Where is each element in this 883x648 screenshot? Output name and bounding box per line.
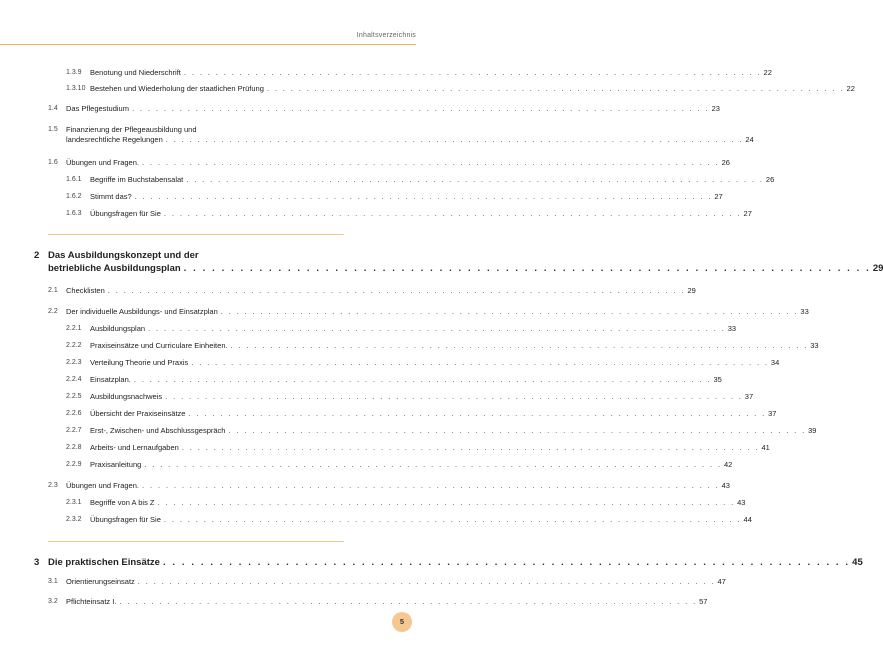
toc-entry-page: 27 xyxy=(743,209,752,218)
toc-entry-page: 43 xyxy=(737,498,746,507)
toc-entry-number: 3.2 xyxy=(48,598,58,605)
toc-entry-number: 1.3.9 xyxy=(66,69,82,76)
leader-dots: . . . . . . . . . . . . . . . . . . . . . . . . . . . . . . . . . . . . . . . . . . . . . . . . . . . . . . . . . . . . . . . . . . . . . . . . . xyxy=(157,498,736,507)
toc-entry-page: 37 xyxy=(744,392,754,401)
toc-entry-number: 1.6 xyxy=(48,159,58,166)
leader-dots: . . . . . . . . . . . . . . . . . . . . . . . . . . . . . . . . . . . . . . . . . . . . . . . . . . . . . . . . . . . . . . . . . . . . . . . . . xyxy=(163,209,742,218)
leader-dots: . . . . . . . . . . . . . . . . . . . . . . . . . . . . . . . . . . . . . . . . . . . . . . . . . . . . . . . . . . . . . . . . . . . . . . . . . xyxy=(188,409,767,418)
toc-entry-page: 26 xyxy=(721,158,730,167)
toc-chapter[interactable] xyxy=(34,249,883,275)
leader-dots: . . . . . . . . . . . . . . . . . . . . . . . . . . . . . . . . . . . . . . . . . . . . . . . . . . . . . . . . . . . . . . . . . . . . . . . . . xyxy=(162,557,851,568)
toc-entry-number: 2.2.5 xyxy=(66,393,82,400)
leader-dots: . . . . . . . . . . . . . . . . . . . . . . . . . . . . . . . . . . . . . . . . . . . . . . . . . . . . . . . . . . . . . . . . . . . . . . . . . xyxy=(181,443,760,452)
toc-entry-title: Bestehen und Wiederholung der staatlichen Prüfung xyxy=(90,84,264,93)
toc-entry-page: 23 xyxy=(711,104,720,113)
toc-entry-number: 2.2.1 xyxy=(66,325,82,332)
toc-entry-number: 2.3 xyxy=(48,482,58,489)
toc-entry-title: Orientierungseinsatz xyxy=(66,577,135,586)
toc-entry-number: 2.1 xyxy=(48,287,58,294)
chapter-number: 2 xyxy=(34,250,40,261)
chapter-page: 29 xyxy=(872,263,883,274)
toc-entry-number: 1.6.2 xyxy=(66,193,82,200)
leader-dots: . . . . . . . . . . . . . . . . . . . . . . . . . . . . . . . . . . . . . . . . . . . . . . . . . . . . . . . . . . . . . . . . . . . . . . . . . xyxy=(191,358,769,367)
toc-entry-number: 1.6.1 xyxy=(66,176,82,183)
toc-entry-title: Erst-, Zwischen- und Abschlussgespräch xyxy=(90,426,226,435)
leader-dots: . . . . . . . . . . . . . . . . . . . . . . . . . . . . . . . . . . . . . . . . . . . . . . . . . . . . . . . . . . . . . . . . . . . . . . . . . xyxy=(183,263,871,274)
toc-entry-title: Übungen und Fragen. xyxy=(66,158,139,167)
toc-entry-title: Ausbildungsnachweis xyxy=(90,392,163,401)
toc-entry-number: 2.2.9 xyxy=(66,461,82,468)
toc-entry-title-cont: landesrechtliche Regelungen xyxy=(66,135,163,144)
leader-dots: . . . . . . . . . . . . . . . . . . . . . . . . . . . . . . . . . . . . . . . . . . . . . . . . . . . . . . . . . . . . . . . . . . . . . . . . . xyxy=(228,426,807,435)
leader-dots: . . . . . . . . . . . . . . . . . . . . . . . . . . . . . . . . . . . . . . . . . . . . . . . . . . . . . . . . . . . . . . . . . . . . . . . . . xyxy=(183,68,762,77)
leader-dots: . . . . . . . . . . . . . . . . . . . . . . . . . . . . . . . . . . . . . . . . . . . . . . . . . . . . . . . . . . . . . . . . . . . . . . . . . xyxy=(163,515,742,524)
toc-entry-page: 39 xyxy=(808,426,817,435)
toc-entry-number: 2.3.2 xyxy=(66,516,82,523)
toc-entry-title: Übungsfragen für Sie xyxy=(90,515,161,524)
leader-dots: . . . . . . . . . . . . . . . . . . . . . . . . . . . . . . . . . . . . . . . . . . . . . . . . . . . . . . . . . . . . . . . . . . . . . . . . . xyxy=(141,481,720,490)
toc-entry-title: Praxisanleitung xyxy=(90,460,142,469)
toc-entry-page: 43 xyxy=(721,481,730,490)
toc-entry-title: Begriffe von A bis Z xyxy=(90,498,155,507)
toc-entry-title: Übungsfragen für Sie xyxy=(90,209,161,218)
leader-dots: . . . . . . . . . . . . . . . . . . . . . . . . . . . . . . . . . . . . . . . . . . . . . . . . . . . . . . . . . . . . . . . . . . . . . . . . . xyxy=(133,375,712,384)
chapter-separator xyxy=(48,234,344,235)
leader-dots: . . . . . . . . . . . . . . . . . . . . . . . . . . . . . . . . . . . . . . . . . . . . . . . . . . . . . . . . . . . . . . . . . . . . . . . . . xyxy=(165,392,743,401)
toc-entry-page: 33 xyxy=(800,307,809,316)
toc-entry-title: Übersicht der Praxiseinsätze xyxy=(90,409,186,418)
toc-entry-title: Arbeits- und Lernaufgaben xyxy=(90,443,179,452)
toc-entry-title: Einsatzplan. xyxy=(90,375,131,384)
toc-entry-number: 3.1 xyxy=(48,578,58,585)
toc-entry-title: Der individuelle Ausbildungs- und Einsatzplan xyxy=(66,307,218,316)
page-number-badge: 5 xyxy=(392,612,412,632)
chapter-title: Die praktischen Einsätze xyxy=(48,557,160,568)
toc-entry-title: Verteilung Theorie und Praxis xyxy=(90,358,189,367)
leader-dots: . . . . . . . . . . . . . . . . . . . . . . . . . . . . . . . . . . . . . . . . . . . . . . . . . . . . . . . . . . . . . . . . . . . . . . . . . xyxy=(131,104,710,113)
toc-entry-page: 42 xyxy=(723,460,733,469)
toc-entry-page: 33 xyxy=(810,341,819,350)
toc-entry-number: 2.2.7 xyxy=(66,427,82,434)
leader-dots: . . . . . . . . . . . . . . . . . . . . . . . . . . . . . . . . . . . . . . . . . . . . . . . . . . . . . . . . . . . . . . . . . . . . . . . . . xyxy=(148,324,726,333)
leader-dots: . . . . . . . . . . . . . . . . . . . . . . . . . . . . . . . . . . . . . . . . . . . . . . . . . . . . . . . . . . . . . . . . . . . . . . . . . xyxy=(107,286,686,295)
toc-entry-title: Begriffe im Buchstabensalat xyxy=(90,175,184,184)
leader-dots: . . . . . . . . . . . . . . . . . . . . . . . . . . . . . . . . . . . . . . . . . . . . . . . . . . . . . . . . . . . . . . . . . . . . . . . . . xyxy=(119,597,698,606)
leader-dots: . . . . . . . . . . . . . . . . . . . . . . . . . . . . . . . . . . . . . . . . . . . . . . . . . . . . . . . . . . . . . . . . . . . . . . . . . xyxy=(230,341,809,350)
toc-entry-title: Das Pflegestudium xyxy=(66,104,129,113)
toc-entry-page: 37 xyxy=(768,409,777,418)
toc-entry-page: 26 xyxy=(765,175,775,184)
leader-dots: . . . . . . . . . . . . . . . . . . . . . . . . . . . . . . . . . . . . . . . . . . . . . . . . . . . . . . . . . . . . . . . . . . . . . . . . . xyxy=(186,175,764,184)
leader-dots: . . . . . . . . . . . . . . . . . . . . . . . . . . . . . . . . . . . . . . . . . . . . . . . . . . . . . . . . . . . . . . . . . . . . . . . . . xyxy=(220,307,799,316)
leader-dots: . . . . . . . . . . . . . . . . . . . . . . . . . . . . . . . . . . . . . . . . . . . . . . . . . . . . . . . . . . . . . . . . . . . . . . . . . xyxy=(266,84,845,93)
toc-entry-number: 1.6.3 xyxy=(66,210,82,217)
toc-entry-title: Checklisten xyxy=(66,286,105,295)
chapter-number: 3 xyxy=(34,557,40,568)
toc-entry-page: 29 xyxy=(687,286,696,295)
toc-entry-page: 24 xyxy=(745,135,754,144)
toc-entry-title: Ausbildungsplan xyxy=(90,324,146,333)
toc-entry-number: 2.3.1 xyxy=(66,499,82,506)
toc-entry-title: Praxiseinsätze und Curriculare Einheiten. xyxy=(90,341,228,350)
leader-dots: . . . . . . . . . . . . . . . . . . . . . . . . . . . . . . . . . . . . . . . . . . . . . . . . . . . . . . . . . . . . . . . . . . . . . . . . . xyxy=(134,192,713,201)
toc-entry-page: 22 xyxy=(846,84,855,93)
chapter-page: 45 xyxy=(852,557,863,568)
leader-dots: . . . . . . . . . . . . . . . . . . . . . . . . . . . . . . . . . . . . . . . . . . . . . . . . . . . . . . . . . . . . . . . . . . . . . . . . . xyxy=(141,158,720,167)
toc-entry-page: 57 xyxy=(699,597,708,606)
toc-entry[interactable] xyxy=(48,125,754,147)
toc-entry-page: 41 xyxy=(761,443,770,452)
toc-entry-title: Finanzierung der Pflegeausbildung und xyxy=(66,125,197,134)
toc-entry-number: 1.4 xyxy=(48,105,58,112)
chapter-title-cont: betriebliche Ausbildungsplan xyxy=(48,263,181,274)
running-header: Inhaltsverzeichnis xyxy=(356,32,416,39)
toc-entry-number: 2.2 xyxy=(48,308,58,315)
toc-entry-number: 2.2.2 xyxy=(66,342,82,349)
chapter-title: Das Ausbildungskonzept und der xyxy=(48,250,199,261)
chapter-separator xyxy=(48,541,344,542)
toc-entry-number: 2.2.6 xyxy=(66,410,82,417)
toc-entry-page: 27 xyxy=(714,192,723,201)
toc-entry-number: 2.2.8 xyxy=(66,444,82,451)
toc-entry-page: 44 xyxy=(743,515,752,524)
toc-entry-page: 35 xyxy=(713,375,722,384)
toc-entry-number: 2.2.4 xyxy=(66,376,82,383)
header-rule xyxy=(0,44,416,45)
toc-entry-number: 1.5 xyxy=(48,126,58,133)
toc-entry-page: 22 xyxy=(763,68,772,77)
toc-chapter[interactable] xyxy=(34,556,863,569)
leader-dots: . . . . . . . . . . . . . . . . . . . . . . . . . . . . . . . . . . . . . . . . . . . . . . . . . . . . . . . . . . . . . . . . . . . . . . . . . xyxy=(165,135,744,144)
toc-entry-page: 34 xyxy=(770,358,780,367)
toc-entry-page: 47 xyxy=(717,577,726,586)
leader-dots: . . . . . . . . . . . . . . . . . . . . . . . . . . . . . . . . . . . . . . . . . . . . . . . . . . . . . . . . . . . . . . . . . . . . . . . . . xyxy=(137,577,716,586)
toc-entry-title: Pflichteinsatz I. xyxy=(66,597,117,606)
toc-entry-number: 2.2.3 xyxy=(66,359,82,366)
toc-entry-title: Stimmt das? xyxy=(90,192,132,201)
leader-dots: . . . . . . . . . . . . . . . . . . . . . . . . . . . . . . . . . . . . . . . . . . . . . . . . . . . . . . . . . . . . . . . . . . . . . . . . . xyxy=(144,460,722,469)
toc-entry-page: 33 xyxy=(727,324,737,333)
toc-entry-title: Übungen und Fragen. xyxy=(66,481,139,490)
toc-entry-title: Benotung und Niederschrift xyxy=(90,68,181,77)
toc-entry-number: 1.3.10 xyxy=(66,85,86,92)
